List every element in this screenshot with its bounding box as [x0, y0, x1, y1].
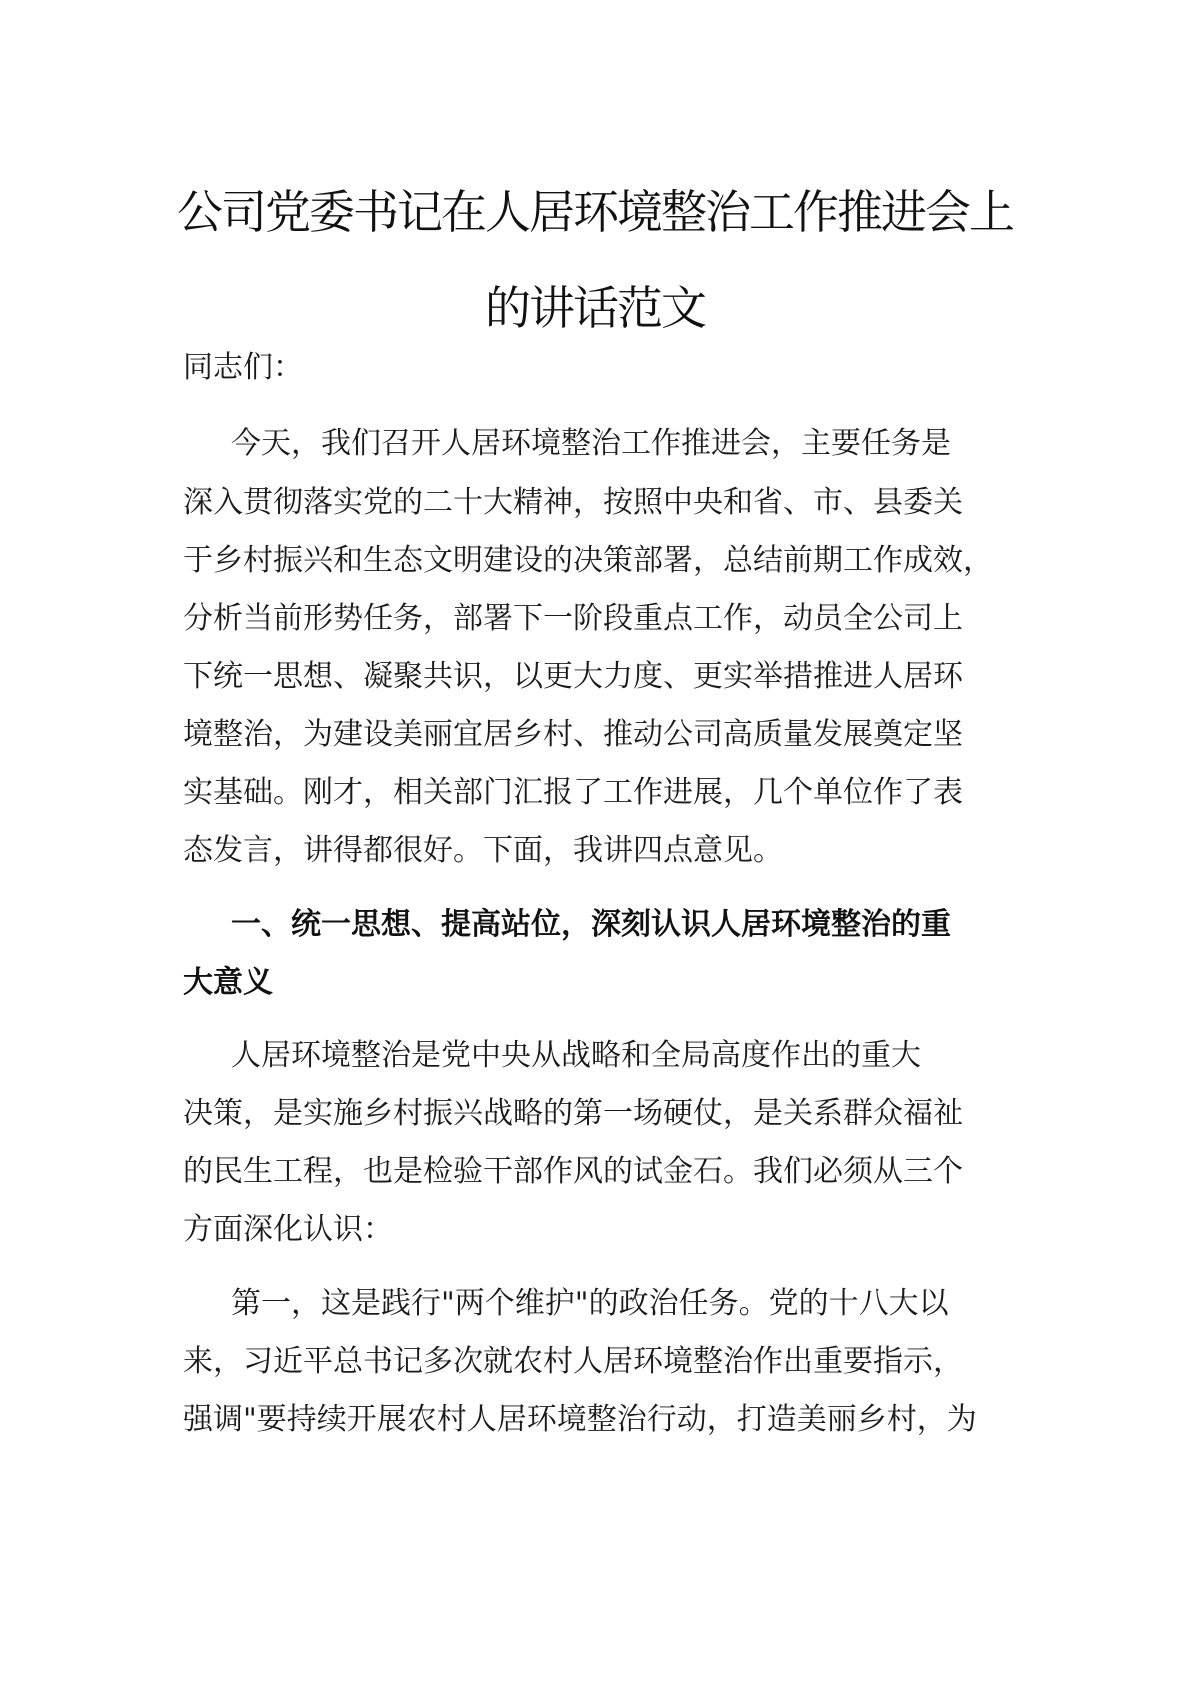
- document-title-line-1: 公司党委书记在人居环境整治工作推进会上: [177, 185, 1013, 239]
- intro-line: 深入贯彻落实党的二十大精神，按照中央和省、市、县委关: [183, 485, 963, 520]
- section-paragraph-line: 的民生工程，也是检验干部作风的试金石。我们必须从三个: [183, 1154, 963, 1189]
- intro-line: 分析当前形势任务，部署下一阶段重点工作，动员全公司上: [183, 601, 963, 636]
- section-paragraph-line: 人居环境整治是党中央从战略和全局高度作出的重大: [231, 1038, 921, 1073]
- section-heading-line-2: 大意义: [183, 965, 273, 1000]
- section-paragraph-line: 方面深化认识：: [183, 1212, 393, 1247]
- section-heading-line-1: 一、统一思想、提高站位，深刻认识人居环境整治的重: [231, 907, 951, 942]
- section-paragraph-line: 决策，是实施乡村振兴战略的第一场硬仗，是关系群众福祉: [183, 1096, 963, 1131]
- intro-line: 境整治，为建设美丽宜居乡村、推动公司高质量发展奠定坚: [183, 717, 963, 752]
- salutation: 同志们：: [183, 350, 303, 385]
- intro-line: 态发言，讲得都很好。下面，我讲四点意见。: [183, 833, 783, 868]
- point-paragraph-line: 第一，这是践行"两个维护"的政治任务。党的十八大以: [231, 1286, 949, 1321]
- intro-line: 今天，我们召开人居环境整治工作推进会，主要任务是: [231, 426, 951, 461]
- intro-line: 下统一思想、凝聚共识，以更大力度、更实举措推进人居环: [183, 659, 963, 694]
- intro-line: 于乡村振兴和生态文明建设的决策部署，总结前期工作成效，: [183, 543, 993, 578]
- point-paragraph-line: 强调"要持续开展农村人居环境整治行动，打造美丽乡村，为: [183, 1402, 977, 1437]
- point-paragraph-line: 来，习近平总书记多次就农村人居环境整治作出重要指示，: [183, 1344, 963, 1379]
- document-title-line-2: 的讲话范文: [485, 281, 705, 335]
- intro-line: 实基础。刚才，相关部门汇报了工作进展，几个单位作了表: [183, 775, 963, 810]
